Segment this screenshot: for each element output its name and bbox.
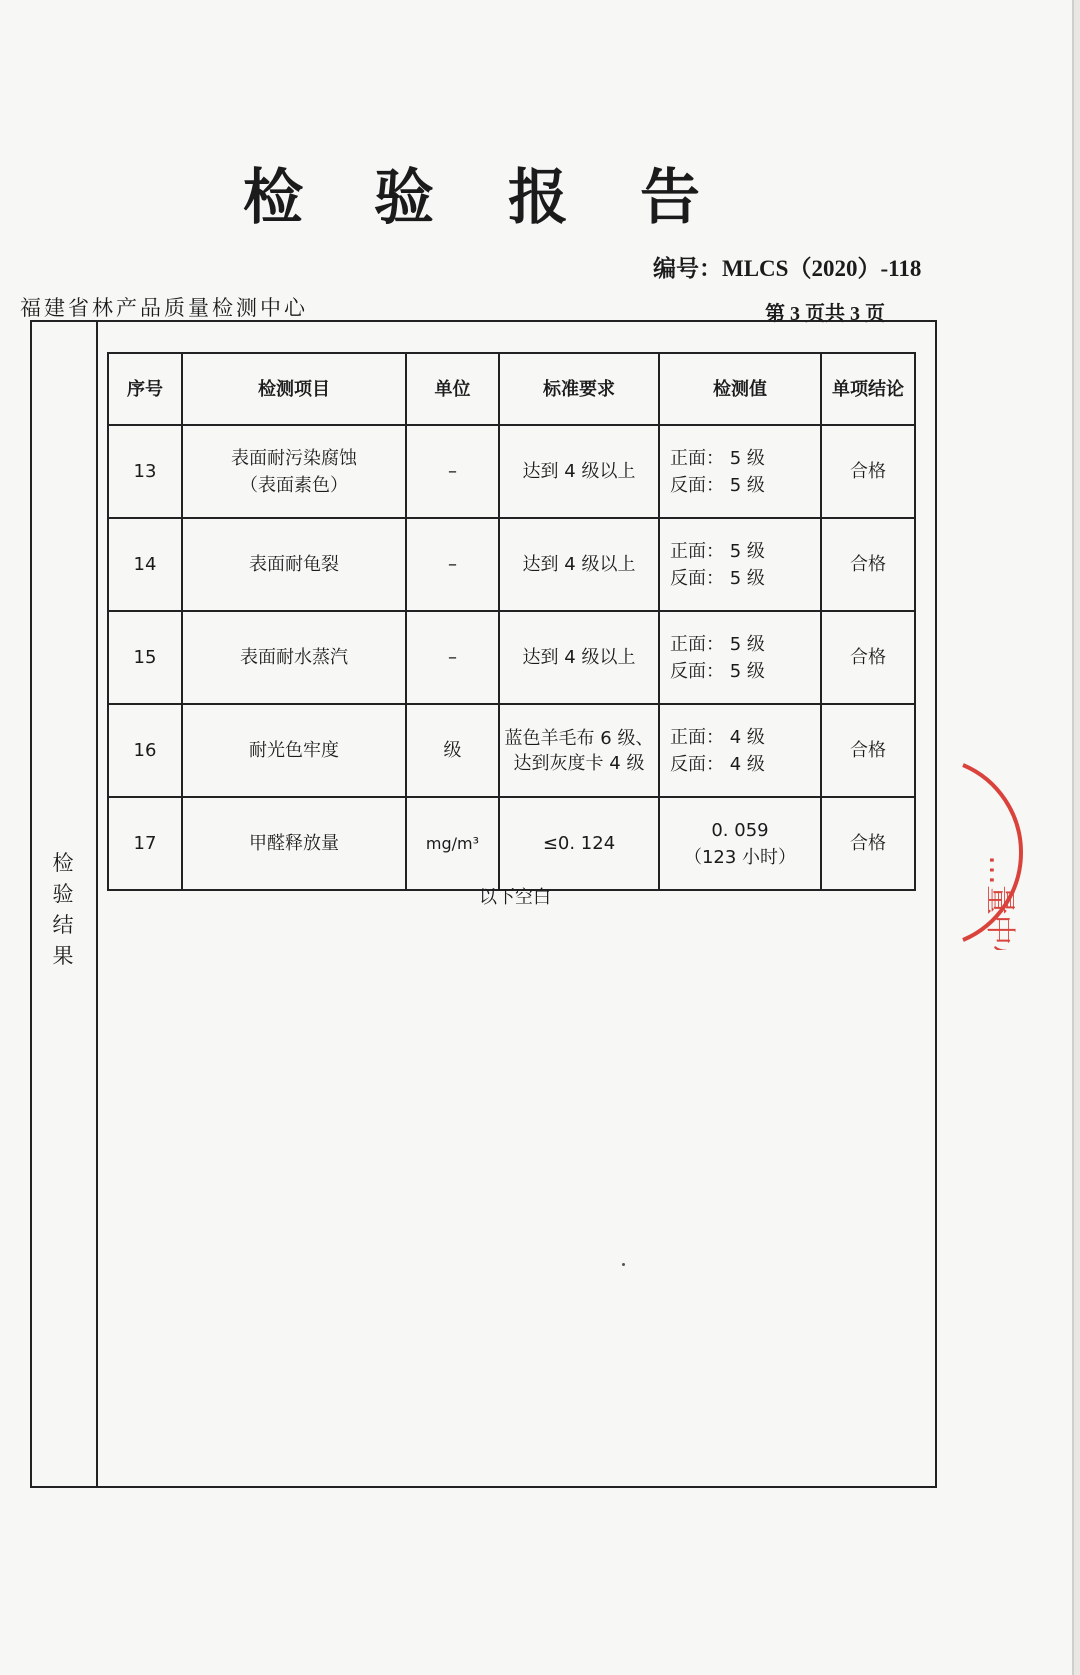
cell-value bbox=[659, 611, 821, 704]
cell-conclusion: 合格 bbox=[821, 797, 915, 890]
page-number: 第 3 页共 3 页 bbox=[765, 303, 885, 325]
organization-name: 福建省林产品质量检测中心 bbox=[20, 296, 308, 320]
table-row bbox=[108, 518, 915, 611]
cell-item bbox=[182, 518, 406, 611]
table-row bbox=[108, 797, 915, 890]
cell-item bbox=[182, 797, 406, 890]
cell-value-line2: （123 小时） bbox=[683, 846, 797, 868]
title-char-4: 告 bbox=[640, 163, 700, 233]
cell-requirement: 达到 4 级以上 bbox=[499, 425, 659, 518]
cell-item-line1: 表面耐水蒸汽 bbox=[240, 647, 348, 668]
results-table bbox=[107, 352, 916, 891]
cell-item-line1: 甲醛释放量 bbox=[249, 833, 339, 854]
cell-conclusion: 合格 bbox=[821, 425, 915, 518]
table-row bbox=[108, 425, 915, 518]
cell-value bbox=[659, 518, 821, 611]
cell-unit: – bbox=[406, 425, 499, 518]
cell-value-line1: 正面： 5 级 bbox=[670, 633, 765, 655]
header-item: 检测项目 bbox=[182, 353, 406, 425]
cell-unit: – bbox=[406, 518, 499, 611]
seal-stamp-icon bbox=[955, 760, 1080, 950]
cell-value bbox=[659, 704, 821, 797]
cell-no: 15 bbox=[108, 611, 182, 704]
header-value: 检测值 bbox=[659, 353, 821, 425]
title-char-1: 检 bbox=[243, 163, 303, 233]
cell-requirement: 蓝色羊毛布 6 级、达到灰度卡 4 级 bbox=[499, 704, 659, 797]
cell-value-line1: 正面： 5 级 bbox=[670, 540, 765, 562]
blank-note: 以下空白 bbox=[479, 887, 551, 908]
table-header-row bbox=[108, 353, 915, 425]
title-char-2: 验 bbox=[374, 163, 434, 233]
cell-conclusion: 合格 bbox=[821, 704, 915, 797]
cell-item-line1: 表面耐龟裂 bbox=[249, 554, 339, 575]
cell-value-line2: 反面： 5 级 bbox=[670, 567, 765, 589]
side-label-char: 结 bbox=[52, 913, 74, 937]
table-row bbox=[108, 704, 915, 797]
cell-no: 13 bbox=[108, 425, 182, 518]
cell-value bbox=[659, 425, 821, 518]
side-label-char: 验 bbox=[52, 882, 74, 906]
cell-value-line2: 反面： 4 级 bbox=[670, 753, 765, 775]
cell-value-line1: 正面： 5 级 bbox=[670, 447, 765, 469]
official-seal bbox=[955, 760, 1080, 950]
cell-value-line1: 0. 059 bbox=[711, 819, 769, 841]
cell-item-line2: （表面素色） bbox=[240, 474, 348, 496]
header-no: 序号 bbox=[108, 353, 182, 425]
cell-no: 14 bbox=[108, 518, 182, 611]
header-unit: 单位 bbox=[406, 353, 499, 425]
cell-requirement: ≤0. 124 bbox=[499, 797, 659, 890]
title-char-3: 报 bbox=[508, 163, 568, 233]
cell-item bbox=[182, 611, 406, 704]
cell-value-line2: 反面： 5 级 bbox=[670, 660, 765, 682]
cell-conclusion: 合格 bbox=[821, 518, 915, 611]
ink-dot bbox=[622, 1263, 625, 1266]
table-row bbox=[108, 611, 915, 704]
side-label-char: 检 bbox=[52, 851, 74, 875]
cell-unit: 级 bbox=[406, 704, 499, 797]
seal-text: …量中心… bbox=[982, 855, 1017, 950]
cell-requirement: 达到 4 级以上 bbox=[499, 518, 659, 611]
cell-item-line1: 表面耐污染腐蚀 bbox=[231, 447, 357, 469]
cell-unit: – bbox=[406, 611, 499, 704]
report-number: 编号：MLCS（2020）-118 bbox=[653, 256, 922, 281]
cell-requirement: 达到 4 级以上 bbox=[499, 611, 659, 704]
cell-no: 17 bbox=[108, 797, 182, 890]
cell-value bbox=[659, 797, 821, 890]
side-label-results bbox=[30, 848, 96, 972]
cell-item bbox=[182, 704, 406, 797]
cell-item-line1: 耐光色牢度 bbox=[249, 740, 339, 761]
cell-unit: mg/m³ bbox=[406, 797, 499, 890]
cell-conclusion: 合格 bbox=[821, 611, 915, 704]
cell-no: 16 bbox=[108, 704, 182, 797]
cell-value-line2: 反面： 5 级 bbox=[670, 474, 765, 496]
side-label-char: 果 bbox=[52, 944, 74, 968]
cell-value-line1: 正面： 4 级 bbox=[670, 726, 765, 748]
header-conclusion: 单项结论 bbox=[821, 353, 915, 425]
cell-item bbox=[182, 425, 406, 518]
header-requirement: 标准要求 bbox=[499, 353, 659, 425]
